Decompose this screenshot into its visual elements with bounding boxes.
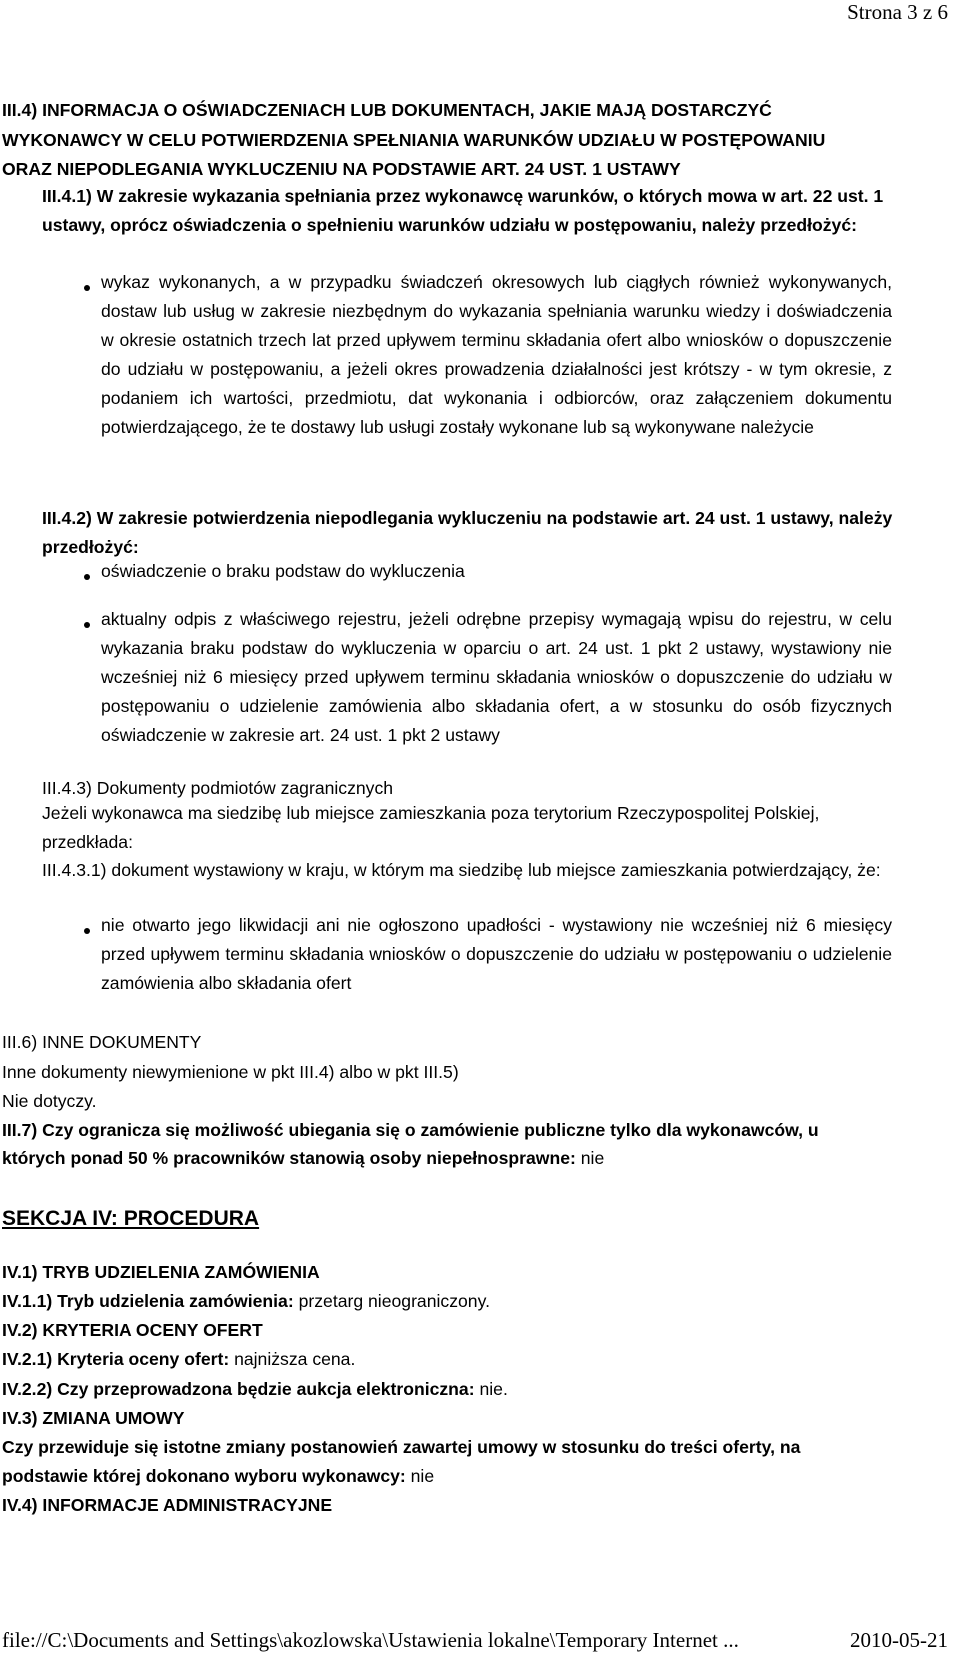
- field-line: [2, 1347, 355, 1371]
- section-title: III.6) INNE DOKUMENTY: [2, 1032, 202, 1052]
- section-title-line: III.4) INFORMACJA O OŚWIADCZENIACH LUB DOKUMENTACH, JAKIE MAJĄ DOSTARCZYĆ: [2, 100, 772, 120]
- question-text: podstawie której dokonano wyboru wykonawcy:: [2, 1466, 406, 1486]
- section-title-line: ORAZ NIEPODLEGANIA WYKLUCZENIU NA PODSTAWIE ART. 24 UST. 1 USTAWY: [2, 159, 681, 179]
- section-title-line: WYKONAWCY W CELU POTWIERDZENIA SPEŁNIANIA WARUNKÓW UDZIAŁU W POSTĘPOWANIU: [2, 130, 826, 150]
- field-value: przetarg nieograniczony.: [298, 1291, 490, 1311]
- question-text: których ponad 50 % pracowników stanowią osoby niepełnosprawne:: [2, 1148, 576, 1168]
- field-value: nie.: [479, 1379, 508, 1399]
- field-label: IV.1.1) Tryb udzielenia zamówienia:: [2, 1291, 294, 1311]
- subsection-title: IV.3) ZMIANA UMOWY: [2, 1408, 185, 1428]
- text-line: Nie dotyczy.: [2, 1091, 97, 1111]
- bullet-dot: [84, 574, 90, 580]
- section-heading: SEKCJA IV: PROCEDURA: [2, 1207, 260, 1230]
- answer-value: nie: [580, 1148, 605, 1168]
- answer-value: nie: [410, 1466, 435, 1486]
- bullet-dot: [84, 622, 90, 628]
- subsection-title: III.4.3) Dokumenty podmiotów zagranicznych: [42, 778, 394, 798]
- question-line: [2, 1464, 434, 1488]
- field-label: IV.2.2) Czy przeprowadzona będzie aukcja elektroniczna:: [2, 1379, 475, 1399]
- bullet-text: wykaz wykonanych, a w przypadku świadczeń okresowych lub ciągłych również wykonywanych, dostaw lub usług w zakresie niezbędnym do wykazania spełniania warunku wiedzy i doświadczenia w okresie ostatnich trzech lat przed upływem terminu składania ofert albo wniosków o dopuszczenie do udziału w postępowaniu, a jeżeli okres prowadzenia działalności jest krótszy - w tym okresie, z podaniem ich wartości, przedmiotu, dat wykonania i odbiorców, oraz załączeniem dokumentu potwierdzającego, że te dostawy lub usługi zostały wykonane lub są wykonywane należycie: [101, 272, 892, 437]
- subsection-text: III.4.1) W zakresie wykazania spełniania przez wykonawcę warunków, o których mowa w art. 22 ust. 1 ustawy, oprócz oświadczenia o spełnieniu warunków udziału w postępowaniu, należy przedłożyć:: [42, 186, 884, 235]
- bullet-text: oświadczenie o braku podstaw do wykluczenia: [101, 561, 465, 581]
- text-line: Inne dokumenty niewymienione w pkt III.4) albo w pkt III.5): [2, 1062, 459, 1082]
- field-line: [2, 1289, 490, 1313]
- field-line: [2, 1377, 508, 1401]
- bullet-dot: [84, 928, 90, 934]
- subsection-title: IV.4) INFORMACJE ADMINISTRACYJNE: [2, 1495, 333, 1515]
- bullet-text: nie otwarto jego likwidacji ani nie ogłoszono upadłości - wystawiony nie wcześniej niż 6 miesięcy przed upływem terminu składania wniosków o dopuszczenie do udziału w postępowaniu o udzielenie zamówienia albo składania ofert: [101, 915, 892, 993]
- bullet-dot: [84, 285, 90, 291]
- subsection-text: III.4.2) W zakresie potwierdzenia niepodlegania wykluczeniu na podstawie art. 24 ust. 1 ustawy, należy przedłożyć:: [42, 508, 893, 557]
- question-line: Czy przewiduje się istotne zmiany postanowień zawartej umowy w stosunku do treści oferty, na: [2, 1437, 801, 1457]
- field-label: IV.2.1) Kryteria oceny ofert:: [2, 1349, 230, 1369]
- subsection-title: IV.2) KRYTERIA OCENY OFERT: [2, 1320, 263, 1340]
- file-path: file://C:\Documents and Settings\akozlowska\Ustawienia lokalne\Temporary Internet ...: [2, 1628, 739, 1652]
- question-line: [2, 1146, 604, 1170]
- page-number: Strona 3 z 6: [847, 0, 948, 24]
- bullet-text: aktualny odpis z właściwego rejestru, jeżeli odrębne przepisy wymagają wpisu do rejestru, w celu wykazania braku podstaw do wykluczenia w oparciu o art. 24 ust. 1 pkt 2 ustawy, wystawiony nie wcześniej niż 6 miesięcy przed upływem terminu składania wniosków o dopuszczenie do udziału w postępowaniu o udzielenie zamówienia albo składania ofert, a w stosunku do osób fizycznych oświadczenie w zakresie art. 24 ust. 1 pkt 2 ustawy: [101, 609, 892, 745]
- subsection-title: IV.1) TRYB UDZIELENIA ZAMÓWIENIA: [2, 1262, 320, 1282]
- subsection-text: III.4.3.1) dokument wystawiony w kraju, w którym ma siedzibę lub miejsce zamieszkania potwierdzający, że:: [42, 860, 881, 880]
- print-date: 2010-05-21: [850, 1628, 948, 1652]
- field-value: najniższa cena.: [234, 1349, 356, 1369]
- question-line: III.7) Czy ogranicza się możliwość ubiegania się o zamówienie publiczne tylko dla wykonawców, u: [2, 1120, 819, 1140]
- subsection-text: Jeżeli wykonawca ma siedzibę lub miejsce zamieszkania poza terytorium Rzeczypospolitej Polskiej, przedkłada:: [42, 803, 820, 852]
